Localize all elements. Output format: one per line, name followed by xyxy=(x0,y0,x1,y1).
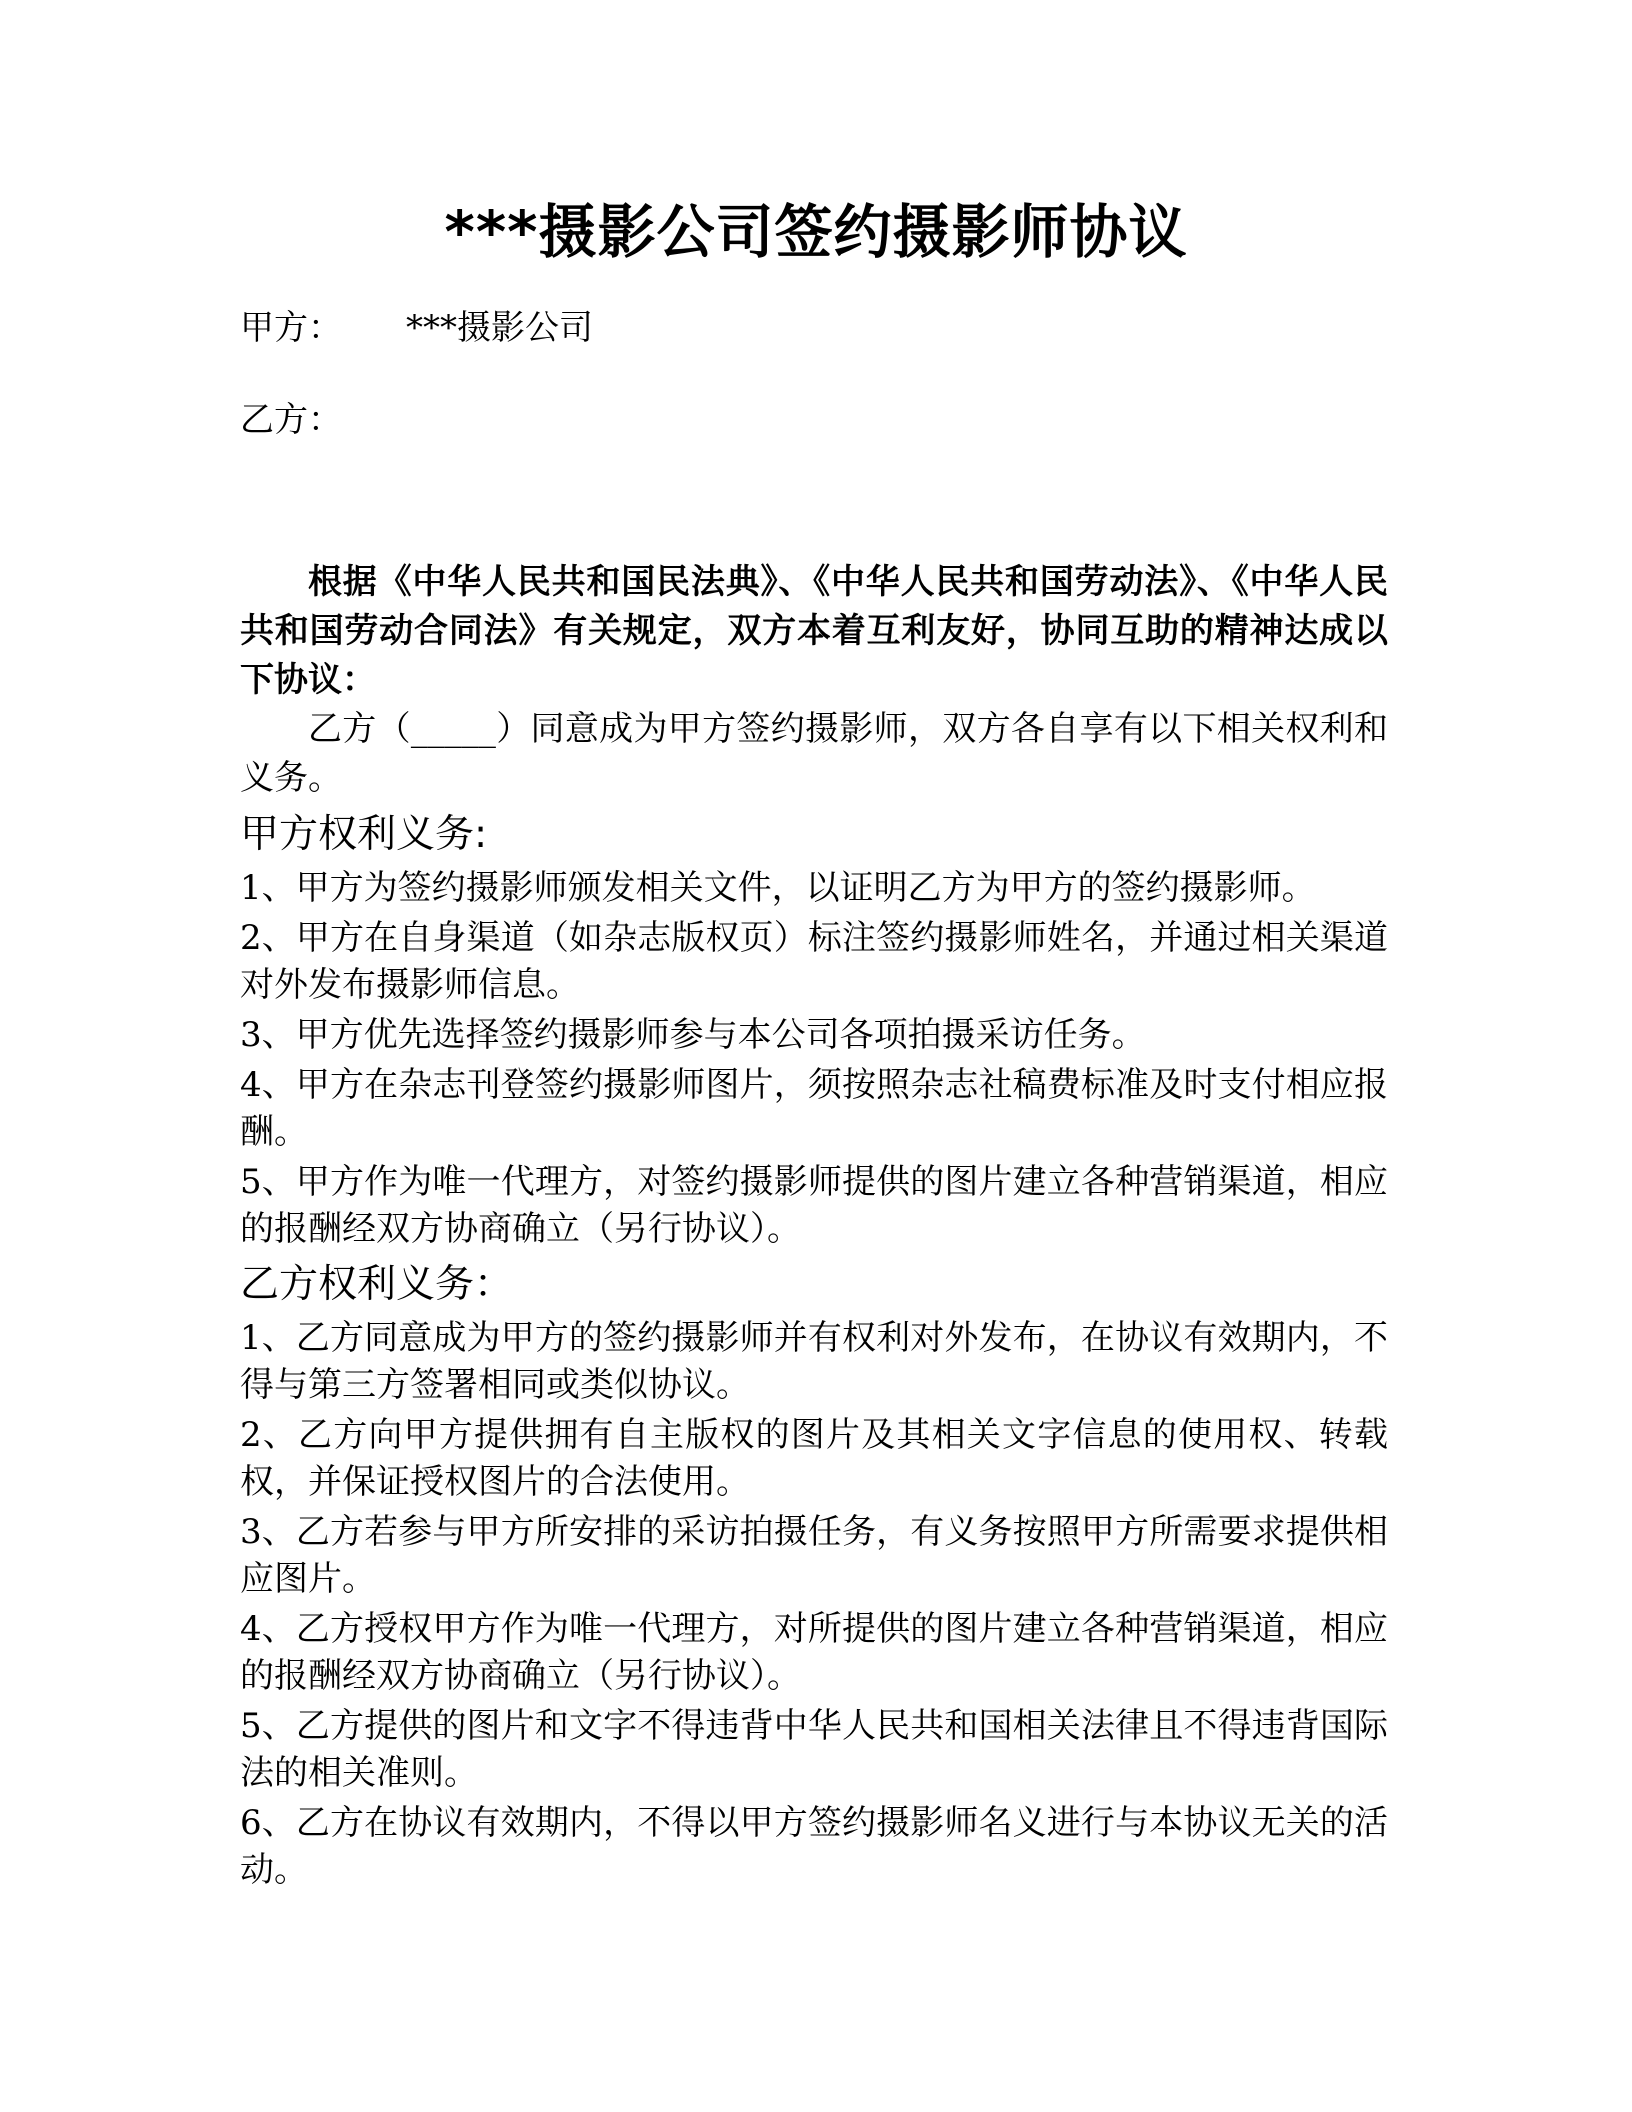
document-body xyxy=(240,558,1388,1897)
party-a-line xyxy=(240,304,593,352)
section-b-item: 1、乙方同意成为甲方的签约摄影师并有权利对外发布，在协议有效期内，不得与第三方签署相同或类似协议。 xyxy=(240,1318,1388,1405)
section-a-item: 1、甲方为签约摄影师颁发相关文件，以证明乙方为甲方的签约摄影师。 xyxy=(240,868,1316,908)
party-b-line xyxy=(240,396,342,444)
section-a-item: 2、甲方在自身渠道（如杂志版权页）标注签约摄影师姓名，并通过相关渠道对外发布摄影师信息。 xyxy=(240,918,1388,1005)
section-a-heading: 甲方权利义务: xyxy=(240,812,488,857)
section-a-item: 3、甲方优先选择签约摄影师参与本公司各项拍摄采访任务。 xyxy=(240,1015,1146,1055)
party-a-value: ***摄影公司 xyxy=(406,308,593,348)
section-b-item: 3、乙方若参与甲方所安排的采访拍摄任务，有义务按照甲方所需要求提供相应图片。 xyxy=(240,1512,1388,1599)
party-a-label: 甲方： xyxy=(240,308,342,348)
agreement-paragraph: 乙方（_____）同意成为甲方签约摄影师，双方各自享有以下相关权利和义务。 xyxy=(240,709,1388,798)
section-a-item: 4、甲方在杂志刊登签约摄影师图片，须按照杂志社稿费标准及时支付相应报酬。 xyxy=(240,1065,1388,1152)
intro-paragraph: 根据《中华人民共和国民法典》、《中华人民共和国劳动法》、《中华人民共和国劳动合同法》有关规定，双方本着互利友好，协同互助的精神达成以下协议： xyxy=(240,562,1388,700)
section-b-item: 6、乙方在协议有效期内，不得以甲方签约摄影师名义进行与本协议无关的活动。 xyxy=(240,1803,1388,1890)
section-b-heading: 乙方权利义务： xyxy=(240,1262,514,1307)
section-b-item: 4、乙方授权甲方作为唯一代理方，对所提供的图片建立各种营销渠道，相应的报酬经双方协商确立（另行协议）。 xyxy=(240,1609,1388,1696)
section-b-item: 5、乙方提供的图片和文字不得违背中华人民共和国相关法律且不得违背国际法的相关准则。 xyxy=(240,1706,1388,1793)
party-b-label: 乙方： xyxy=(240,400,342,440)
section-b-item: 2、乙方向甲方提供拥有自主版权的图片及其相关文字信息的使用权、转载权，并保证授权图片的合法使用。 xyxy=(240,1415,1388,1502)
section-a-item: 5、甲方作为唯一代理方，对签约摄影师提供的图片建立各种营销渠道，相应的报酬经双方协商确立（另行协议）。 xyxy=(240,1162,1388,1249)
document-title: ***摄影公司签约摄影师协议 xyxy=(444,198,1188,266)
